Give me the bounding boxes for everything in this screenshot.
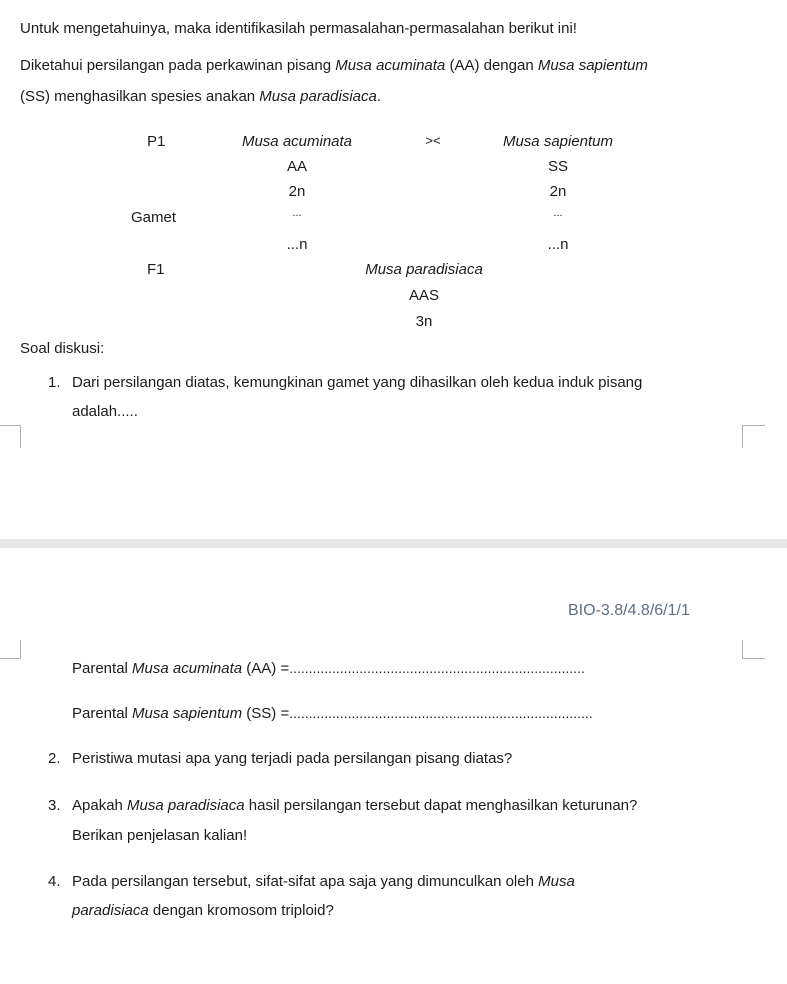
offspring-ploidy: 3n: [415, 313, 433, 330]
description-line-1: Diketahui persilangan pada perkawinan pisang Musa acuminata (AA) dengan Musa sapientum: [20, 57, 648, 74]
question-2-text: Peristiwa mutasi apa yang terjadi pada persilangan pisang diatas?: [72, 750, 513, 767]
parent2-name: Musa sapientum: [502, 133, 614, 150]
question-4-text-line-1: Pada persilangan tersebut, sifat-sifat apa saja yang dimunculkan oleh Musa: [72, 873, 575, 890]
question-3-number: 3.: [48, 797, 61, 814]
document-code: BIO-3.8/4.8/6/1/1: [568, 602, 690, 619]
species-musa-acuminata: Musa acuminata: [335, 57, 446, 74]
question-2-number: 2.: [48, 750, 61, 767]
description-line-2: (SS) menghasilkan spesies anakan Musa paradisiaca.: [20, 88, 382, 105]
p1-label: P1: [147, 133, 166, 150]
page-corner-marker: [0, 425, 21, 448]
question-1-text-line-2: adalah.....: [72, 403, 138, 420]
parental-2-answer-blank[interactable]: ..............................................................................: [289, 705, 593, 721]
gamet2-ploidy: ...n: [547, 236, 569, 253]
discussion-title: Soal diskusi:: [20, 340, 105, 357]
page-corner-marker: [742, 425, 765, 448]
offspring-name: Musa paradisiaca: [365, 261, 483, 278]
page-separator: [0, 539, 787, 548]
question-1-number: 1.: [48, 374, 61, 391]
question-3-text-line-2: Berikan penjelasan kalian!: [72, 827, 248, 844]
gamet1-blank: ...: [292, 207, 302, 219]
page-corner-marker: [742, 640, 765, 659]
page-corner-marker: [0, 640, 21, 659]
f1-label: F1: [147, 261, 165, 278]
parental-2-line: Parental Musa sapientum (SS) =..............................................................................: [72, 705, 593, 722]
parent2-genotype: SS: [547, 158, 569, 175]
cross-symbol: ><: [425, 133, 441, 148]
species-musa-paradisiaca: Musa paradisiaca: [259, 88, 377, 105]
species-musa-sapientum: Musa sapientum: [537, 57, 648, 74]
parent1-ploidy: 2n: [288, 183, 306, 200]
question-4-text-line-2: paradisiaca dengan kromosom triploid?: [72, 902, 334, 919]
question-4-number: 4.: [48, 873, 61, 890]
gamet-label: Gamet: [131, 209, 177, 226]
offspring-genotype: AAS: [408, 287, 440, 304]
parent2-ploidy: 2n: [549, 183, 567, 200]
parent1-name: Musa acuminata: [241, 133, 353, 150]
intro-line: Untuk mengetahuinya, maka identifikasilah permasalahan-permasalahan berikut ini!: [20, 20, 577, 37]
gamet1-ploidy: ...n: [286, 236, 308, 253]
question-1-text-line-1: Dari persilangan diatas, kemungkinan gamet yang dihasilkan oleh kedua induk pisang: [72, 374, 643, 391]
parental-1-line: Parental Musa acuminata (AA) =............................................................................: [72, 660, 585, 677]
question-3-text-line-1: Apakah Musa paradisiaca hasil persilangan tersebut dapat menghasilkan keturunan?: [72, 797, 638, 814]
parent1-genotype: AA: [286, 158, 308, 175]
parental-1-answer-blank[interactable]: ............................................................................: [289, 660, 585, 676]
gamet2-blank: ...: [553, 207, 563, 219]
